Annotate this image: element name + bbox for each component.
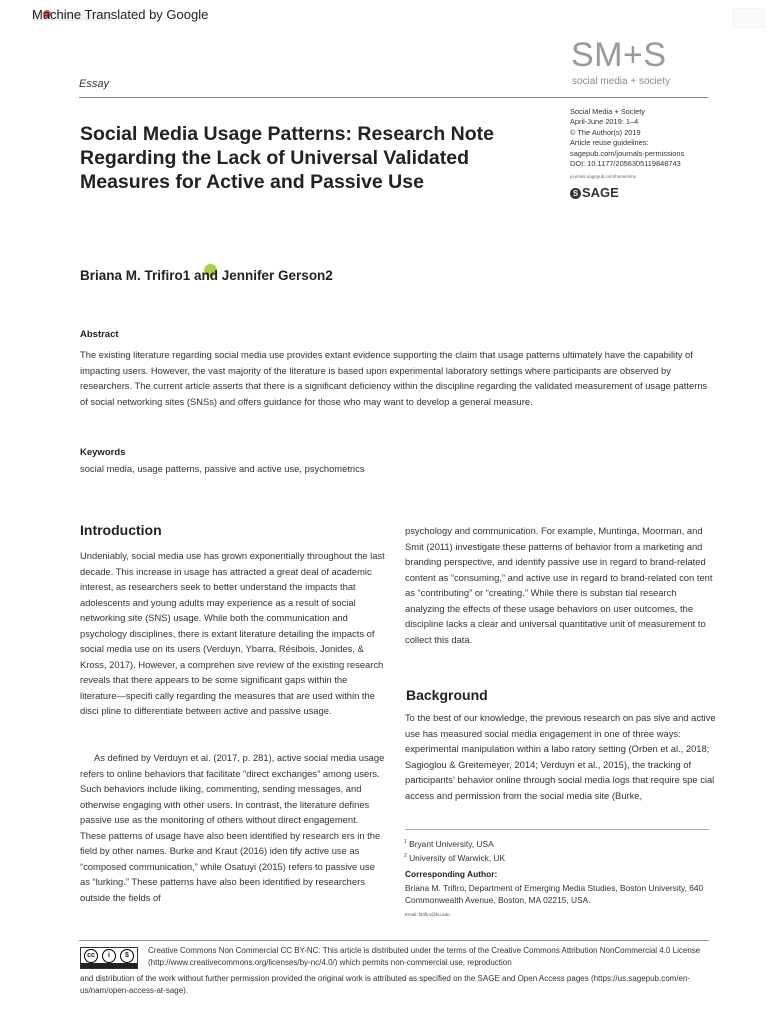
sage-icon: S bbox=[570, 188, 581, 199]
corresponding-email[interactable]: Email: btrifiro@bu.edu bbox=[405, 912, 450, 917]
abstract-text: The existing literature regarding social media use provides extant evidence supporting the claim that usage patterns ultimately have the capability of impacting users. However, the vast majority of the literature is based upon experimental laboratory settings where participants are observed by researchers. The current article asserts that there is a significant deficiency within the discipline regarding the validated measurement of usage patterns of social networking sites (SNSs) and offers guidance for those who may want to develop a general measure. bbox=[80, 349, 708, 407]
journal-home-link[interactable]: journals.sagepub.com/home/sms bbox=[570, 174, 637, 179]
journal-name: Social Media + Society bbox=[570, 107, 645, 116]
machine-translated-banner bbox=[32, 7, 208, 22]
corresponding-author-heading: Corresponding Author: bbox=[405, 869, 498, 879]
author-line bbox=[80, 268, 333, 283]
intro-paragraph-2: As defined by Verduyn et al. (2017, p. 281), active social media usage refers to online behaviors that facilitate “direct exchanges” among users. Such behaviors include liking, commenting, sending messages, and otherwise engaging with other users. In contrast, the literature defines passive use as the monitoring of others without direct engagement. bbox=[80, 752, 385, 825]
header-divider bbox=[79, 97, 708, 98]
journal-logo: SM+S bbox=[571, 36, 667, 74]
keywords-text: social media, usage patterns, passive and active use, psychometrics bbox=[80, 463, 365, 474]
intro-paragraph-3: These patterns of usage have also been identified by research ers in the field by other names. Burke and Kraut (2016) iden tify active use as “composed communication,” while Osatuyi (2015) refers to passive use as “lurking.” These patterns have also been identified by researchers outside the fields of bbox=[80, 829, 381, 903]
journal-issue: April-June 2019: 1–4 bbox=[570, 117, 639, 127]
journal-logo-subtitle: social media + society bbox=[572, 76, 671, 87]
section-label: Essay bbox=[79, 78, 109, 90]
authors: Briana M. Trifiro1 and Jennifer Gerson2 bbox=[80, 268, 333, 283]
copyright: © The Author(s) 2019 bbox=[570, 127, 641, 137]
intro-paragraph-4: psychology and communication. For example, Muntinga, Moorman, and Smit (2011) investigate these patterns of behavior from a marketing and branding perspective, and identify passive use in regard to brand-related content as “consuming,” and active use in regard to brand-related con tent as “contributing” or “creating.” While there is substan tial research analyzing the effects of these usage behaviors on user outcomes, the discipline lacks a clear and universal quantitative unit of measurement to collect this data. bbox=[405, 525, 713, 645]
corner-placeholder bbox=[733, 8, 765, 28]
banner-text: Machine Translated by Google bbox=[32, 7, 209, 22]
footnote-divider bbox=[405, 829, 709, 830]
intro-paragraphs-2-3 bbox=[80, 750, 385, 905]
by-icon: i bbox=[102, 949, 116, 963]
publisher-name: SAGE bbox=[582, 185, 619, 200]
affiliation-1: $^1$ Bryant University, USA bbox=[404, 838, 494, 849]
affiliation-1-mark: 1 bbox=[404, 839, 407, 845]
license-divider bbox=[79, 940, 709, 941]
background-heading: Background bbox=[406, 687, 488, 703]
nc-icon: $ bbox=[120, 949, 134, 963]
background-paragraph-1: To the best of our knowledge, the previous research on pas sive and active use has measured social media engagement in one of three ways: experimental manipulation within a labo ratory setting (Orben et al., 2018; Sagioglou & Greitemeyer, 2014; Verduyn et al., 2015), the tracking of participants' behavior online through social media logs that require spe cial access and permission from the social media site (Burke, bbox=[405, 712, 716, 801]
publisher-logo bbox=[570, 185, 619, 200]
keywords-heading: Keywords bbox=[80, 447, 126, 458]
corresponding-author-text: Briana M. Trifiro, Department of Emerging Media Studies, Boston University, 640 Commonwealth Avenue, Boston, MA 02215, USA. bbox=[405, 883, 704, 905]
article-title: Social Media Usage Patterns: Research Note Regarding the Lack of Universal Validated Measures for Active and Passive Use bbox=[80, 123, 494, 193]
introduction-heading: Introduction bbox=[80, 522, 162, 538]
affiliations bbox=[404, 836, 505, 864]
reuse-label: Article reuse guidelines: bbox=[570, 138, 649, 148]
journal-meta bbox=[570, 107, 684, 169]
cc-badge-band bbox=[81, 963, 137, 968]
cc-icon: cc bbox=[84, 949, 98, 963]
doi[interactable]: DOI: 10.1177/2056305119848743 bbox=[570, 159, 681, 169]
license-text-1: Creative Commons Non Commercial CC BY-NC: This article is distributed under the terms of the Creative Commons Attribution NonCommercial 4.0 License (http://www.creativecommons.org/licenses/by-nc/4.0/) which permits non-commercial use, reproduction bbox=[148, 946, 701, 967]
affiliation-2: $^2$ University of Warwick, UK bbox=[404, 852, 506, 863]
affiliation-2-mark: 2 bbox=[404, 852, 407, 859]
license-text-2: and distribution of the work without further permission provided the original work is attributed as specified on the SAGE and Open Access pages (https://us.sagepub.com/en-us/nam/open-access-at-sage). bbox=[80, 974, 691, 995]
reuse-link[interactable]: sagepub.com/journals-permissions bbox=[570, 148, 685, 158]
cc-license-badge[interactable] bbox=[80, 947, 138, 969]
intro-paragraph-1: Undeniably, social media use has grown exponentially throughout the last decade. This increase in usage has attracted a great deal of academic interest, as researchers seek to better understand the impacts that adolescents and young adults may experience as a result of social networking site (SNS) usage. While both the communication and psychology disciplines, there is extant literature detailing the impacts of social media use on its users (Verduyn, Ybarra, Résibois, Jonides, & Kross, 2017). However, a comprehen sive review of the existing research reveals that there appears to be some significant gaps within the literature—specifi cally regarding the measures that are used within the disci pline to differentiate between active and passive usage. bbox=[80, 550, 385, 716]
abstract-heading: Abstract bbox=[80, 329, 119, 340]
